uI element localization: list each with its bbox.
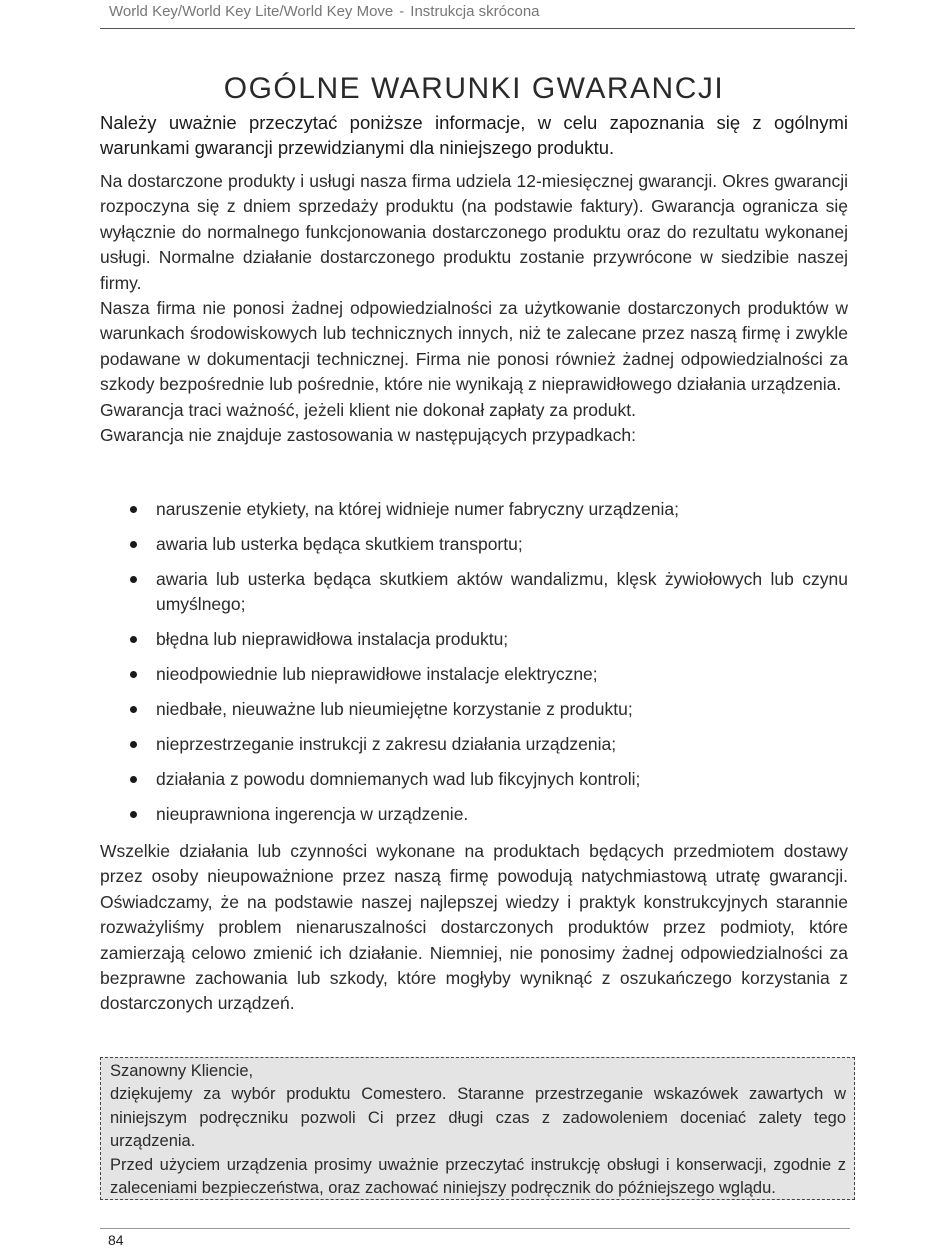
bullet-icon [130, 671, 137, 678]
bullet-icon [130, 576, 137, 583]
list-item [100, 532, 848, 557]
list-item-text: nieprzestrzeganie instrukcji z zakresu działania urządzenia; [156, 733, 617, 754]
paragraph-warranty-period: Na dostarczone produkty i usługi nasza firma udziela 12-miesięcznej gwarancji. Okres gwarancji rozpoczyna się z dniem sprzedaży produktu (na podstawie faktury). Gwarancja ogranicza się wyłącznie do normalnego funkcjonowania dostarczonego produktu oraz do rezultatu wykonanej usługi. Normalne działanie dostarczonego produktu zostanie przywrócone w siedzibie naszej firmy. [100, 171, 848, 293]
list-item-text: awaria lub usterka będąca skutkiem transportu; [156, 533, 523, 554]
list-item-text: nieodpowiednie lub nieprawidłowe instalacje elektryczne; [156, 664, 598, 685]
list-item-text: nieuprawniona ingerencja w urządzenie. [156, 803, 469, 824]
paragraph-payment: Gwarancja traci ważność, jeżeli klient nie dokonał zapłaty za produkt. [100, 399, 636, 420]
list-item [100, 662, 848, 687]
header-text [109, 3, 540, 20]
list-item [100, 697, 848, 722]
list-item-text: naruszenie etykiety, na której widnieje numer fabryczny urządzenia; [156, 499, 679, 519]
list-item [100, 732, 848, 757]
list-item-text: błędna lub nieprawidłowa instalacja produktu; [156, 629, 509, 650]
warranty-body [100, 169, 848, 448]
exclusions-list [100, 497, 848, 837]
paragraph-exclusions-intro: Gwarancja nie znajduje zastosowania w następujących przypadkach: [100, 425, 636, 446]
bullet-icon [130, 706, 137, 713]
notice-greeting: Szanowny Kliencie, [110, 1062, 254, 1080]
notice-thanks: dziękujemy za wybór produktu Comestero. Staranne przestrzeganie wskazówek zawartych w niniejszym podręczniku pozwoli Ci przez długi czas z zadowoleniem doceniać zalety tego urządzenia. [110, 1085, 846, 1151]
intro-paragraph: Należy uważnie przeczytać poniższe informacje, w celu zapoznania się z ogólnymi warunkami gwarancji przewidzianymi dla niniejszego produktu. [100, 112, 848, 159]
footer-divider [100, 1228, 850, 1229]
bullet-icon [130, 636, 137, 643]
bullet-icon [130, 741, 137, 748]
list-item [100, 767, 848, 792]
bullet-icon [130, 506, 137, 513]
list-item-text: awaria lub usterka będąca skutkiem aktów wandalizmu, klęsk żywiołowych lub czynu umyślnego; [156, 568, 848, 615]
page-number: 84 [108, 1232, 124, 1248]
list-item [100, 627, 848, 652]
bullet-icon [130, 541, 137, 548]
list-item-text: niedbałe, nieuważne lub nieumiejętne korzystanie z produktu; [156, 698, 633, 719]
list-item-text: działania z powodu domniemanych wad lub fikcyjnych kontroli; [156, 768, 641, 789]
header-subtitle: Instrukcja skrócona [410, 3, 540, 20]
notice-advice: Przed użyciem urządzenia prosimy uważnie przeczytać instrukcję obsługi i konserwacji, zgodnie z zaleceniami bezpieczeństwa, oraz zachować niniejszy podręcznik do późniejszego wglądu. [110, 1155, 846, 1198]
closing-paragraph: Wszelkie działania lub czynności wykonane na produktach będących przedmiotem dostawy przez osoby nieupoważnione przez naszą firmę powodują natychmiastową utratę gwarancji. Oświadczamy, że na podstawie naszej najlepszej wiedzy i praktyk konstrukcyjnych starannie rozważyliśmy problem nienaruszalności dostarczonych produktów przez podmioty, które zamierzają celowo zmienić ich działanie. Niemniej, nie ponosimy żadnej odpowiedzialności za bezprawne zachowania lub szkody, które mogłyby wyniknąć z oszukańczego korzystania z dostarczonych urządzeń. [100, 841, 848, 1014]
header-separator: - [399, 3, 405, 20]
header-product: World Key/World Key Lite/World Key Move [109, 3, 394, 20]
bullet-icon [130, 811, 137, 818]
paragraph-liability: Nasza firma nie ponosi żadnej odpowiedzialności za użytkowanie dostarczonych produktów w warunkach środowiskowych lub technicznych innych, niż te zalecane przez naszą firmę i zwykle podawane w dokumentacji technicznej. Firma nie ponosi również żadnej odpowiedzialności za szkody bezpośrednie lub pośrednie, które nie wynikają z nieprawidłowego działania urządzenia. [100, 298, 848, 395]
page-title: OGÓLNE WARUNKI GWARANCJI [223, 72, 725, 106]
list-item [100, 802, 848, 827]
bullet-icon [130, 776, 137, 783]
list-item [100, 567, 848, 618]
list-item [100, 497, 848, 522]
running-header [100, 0, 855, 29]
customer-notice-box [100, 1057, 855, 1200]
